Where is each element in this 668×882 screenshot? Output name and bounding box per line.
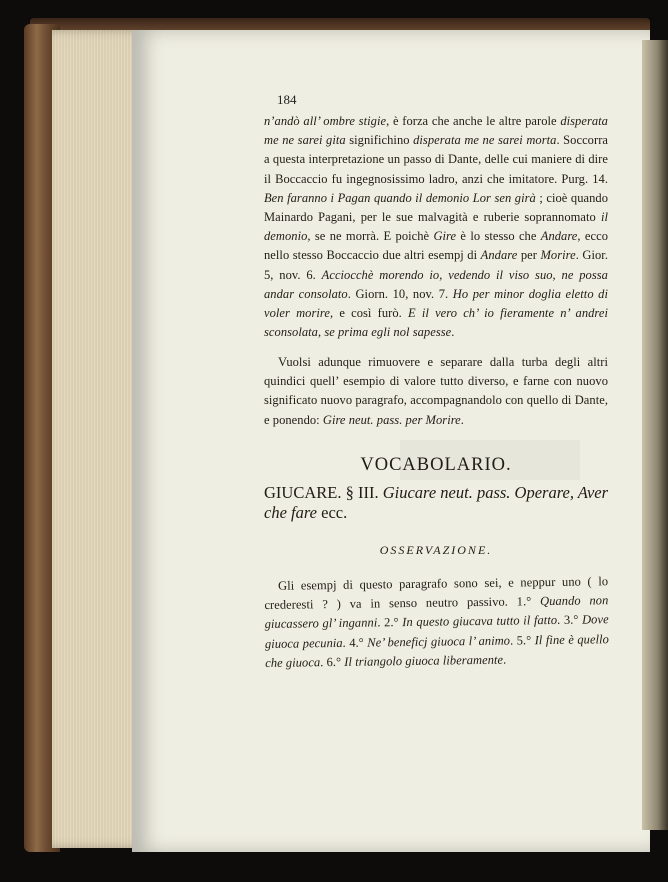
quote-italic: Ben faranno i Pagan quando il demonio Lor sen girà <box>264 190 536 205</box>
page-number: 184 <box>277 92 297 107</box>
text-run: ; cioè quando Mainardo Pagani, per le sue malvagità e ruberie soprannomato <box>264 190 608 225</box>
vocabulary-entry <box>264 483 608 523</box>
text-run: è lo stesso che <box>456 229 541 244</box>
quote-italic: E il vero ch’ io fieramente n’ andrei sconsolata, se prima egli nol sapesse <box>264 306 608 340</box>
quote-italic: Andare <box>540 229 578 244</box>
text-run: . <box>460 412 464 427</box>
quote-italic: In questo giucava tutto il fatto <box>402 613 558 630</box>
quote-italic: disperata me ne sarei morta <box>413 133 557 148</box>
quote-italic: Morire <box>540 248 576 263</box>
entry-definition: Giucare neut. pass. Operare, Aver che fare <box>264 483 609 522</box>
quote-italic: Gire neut. pass. per Morire <box>322 412 461 427</box>
text-run: Vuolsi adunque rimuovere e separare dalla turba degli altri quindici quell’ esempio di valore tutto diverso, e farne con nuovo significato nuovo paragrafo, accompagnandolo con quello di Dante, e ponendo: <box>264 355 608 427</box>
quote-italic: Il fine è quello che giuoca <box>265 631 609 670</box>
quote-italic: Andare <box>480 248 518 263</box>
text-run: . <box>451 325 455 340</box>
text-run: . <box>502 652 507 667</box>
observation-title: OSSERVAZIONE. <box>379 543 493 557</box>
text-run: . Gior. 5, nov. 6. <box>264 248 608 282</box>
text-run: . 5.° <box>509 632 535 648</box>
text-run: . Soccorra a questa interpretazione un passo di Dante, delle cui maniere di dire il Boccaccio fu ingegnosissimo ladro, anzi che imitatore. Purg. 14. <box>264 133 609 186</box>
quote-italic: n’andò all’ ombre stigie <box>264 114 387 128</box>
facing-page-edge <box>642 40 668 830</box>
section-heading: VOCABOLARIO. <box>360 455 512 475</box>
text-run: per <box>517 248 541 263</box>
entry-head: GIUCARE. § III. <box>264 483 383 502</box>
quote-italic: Ho per minor doglia eletto di voler morire <box>264 286 608 321</box>
entry-tail: ecc. <box>317 503 348 522</box>
quote-italic: il demonio <box>264 210 608 244</box>
paragraph-2 <box>264 353 608 430</box>
text-run: , ecco nello stesso Boccaccio due altri esempj di <box>264 229 608 263</box>
text-run: . 2.° <box>377 615 403 630</box>
quote-italic: Quando non giucassero gl’ inganni <box>264 593 609 632</box>
quote-italic: Dove giuoca pecunia <box>264 612 609 651</box>
text-run: . 3.° <box>557 612 583 628</box>
text-run: . 4.° <box>342 635 368 650</box>
text-run: significhino <box>345 133 414 148</box>
text-run: Gli esempj di questo paragrafo sono sei, e neppur uno ( lo crederesti ? ) va in senso neutro passivo. 1.° <box>264 574 609 613</box>
paragraph-1 <box>264 112 608 342</box>
quote-italic: Gire <box>433 229 457 244</box>
text-run: . Giorn. 10, nov. 7. <box>347 286 453 301</box>
paragraph-3 <box>264 572 609 673</box>
text-run: , se ne morrà. E poichè <box>307 229 434 244</box>
text-run: . 6.° <box>320 654 345 670</box>
text-run: , e così furò. <box>329 306 408 321</box>
quote-italic: Ne’ beneficj giuoca l’ animo <box>367 633 511 650</box>
quote-italic: Il triangolo giuoca liberamente <box>344 652 504 669</box>
text-run: , è forza che anche le altre parole <box>386 114 561 128</box>
quote-italic: Acciocchè morendo io, vedendo il viso suo, ne possa andar consolato <box>264 267 608 301</box>
quote-italic: disperata me ne sarei gita <box>264 114 608 148</box>
